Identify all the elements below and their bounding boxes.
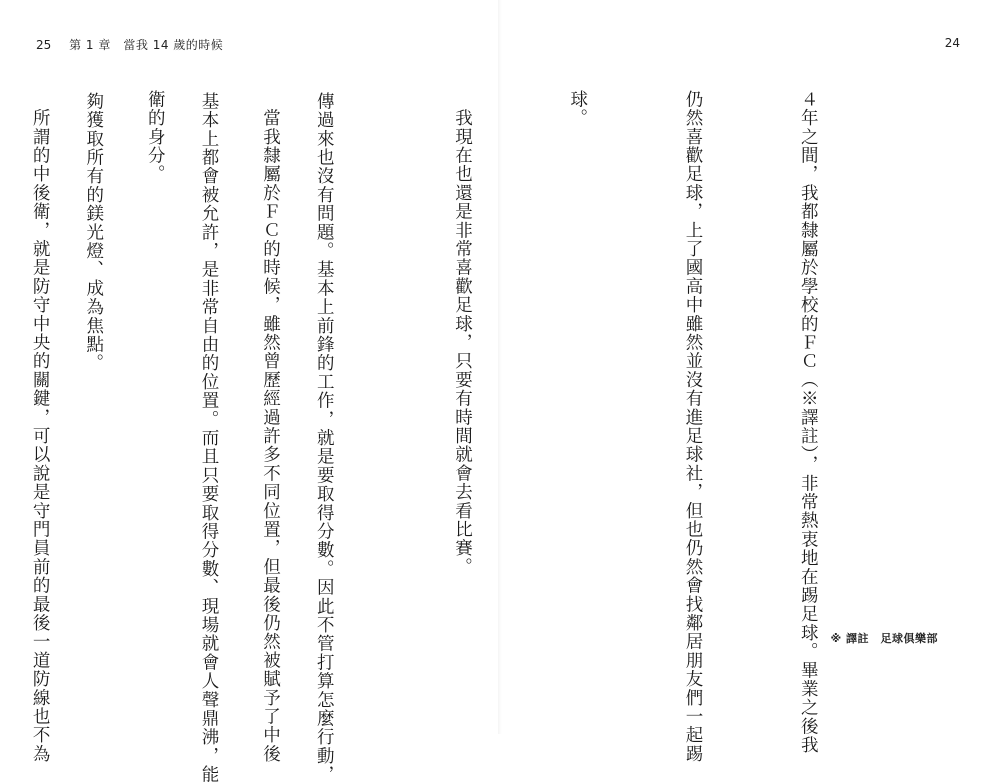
text-line: 基本上都會被允許，是非常自由的位置。而且只要取得分數、現場就會人聲鼎沸，能	[198, 92, 219, 784]
right-page-number: 24	[944, 36, 960, 50]
text-line: 夠獲取所有的鎂光燈、成為焦點。	[83, 92, 104, 373]
right-page-header	[945, 36, 960, 50]
text-line: 衛的身分。	[145, 90, 166, 184]
text-line: 傳過來也沒有問題。基本上前鋒的工作，就是要取得分數。因此不管打算怎麼行動，	[314, 92, 335, 784]
translator-footnote: ※ 譯註 足球俱樂部	[830, 632, 938, 645]
left-page-body	[75, 90, 420, 784]
left-page-number: 25	[36, 38, 52, 52]
text-line: 仍然喜歡足球，上了國高中雖然並沒有進足球社，但也仍然會找鄰居朋友們一起踢	[682, 90, 703, 764]
chapter-title: 第 1 章 當我 14 歲的時候	[69, 38, 224, 52]
text-line: 當我隸屬於ＦＣ的時候，雖然曾歷經過許多不同位置，但最後仍然被賦予了中後	[260, 90, 281, 764]
left-page-header	[36, 36, 223, 53]
text-line: ４年之間，我都隸屬於學校的ＦＣ（※譯註），非常熱衷地在踢足球。畢業之後我	[798, 90, 819, 755]
text-line: 所謂的中後衛，就是防守中央的關鍵，可以說是守門員前的最後一道防線也不為	[30, 90, 51, 764]
text-line: 球。	[567, 90, 588, 128]
text-line: 我現在也還是非常喜歡足球，只要有時間就會去看比賽。	[452, 90, 473, 577]
